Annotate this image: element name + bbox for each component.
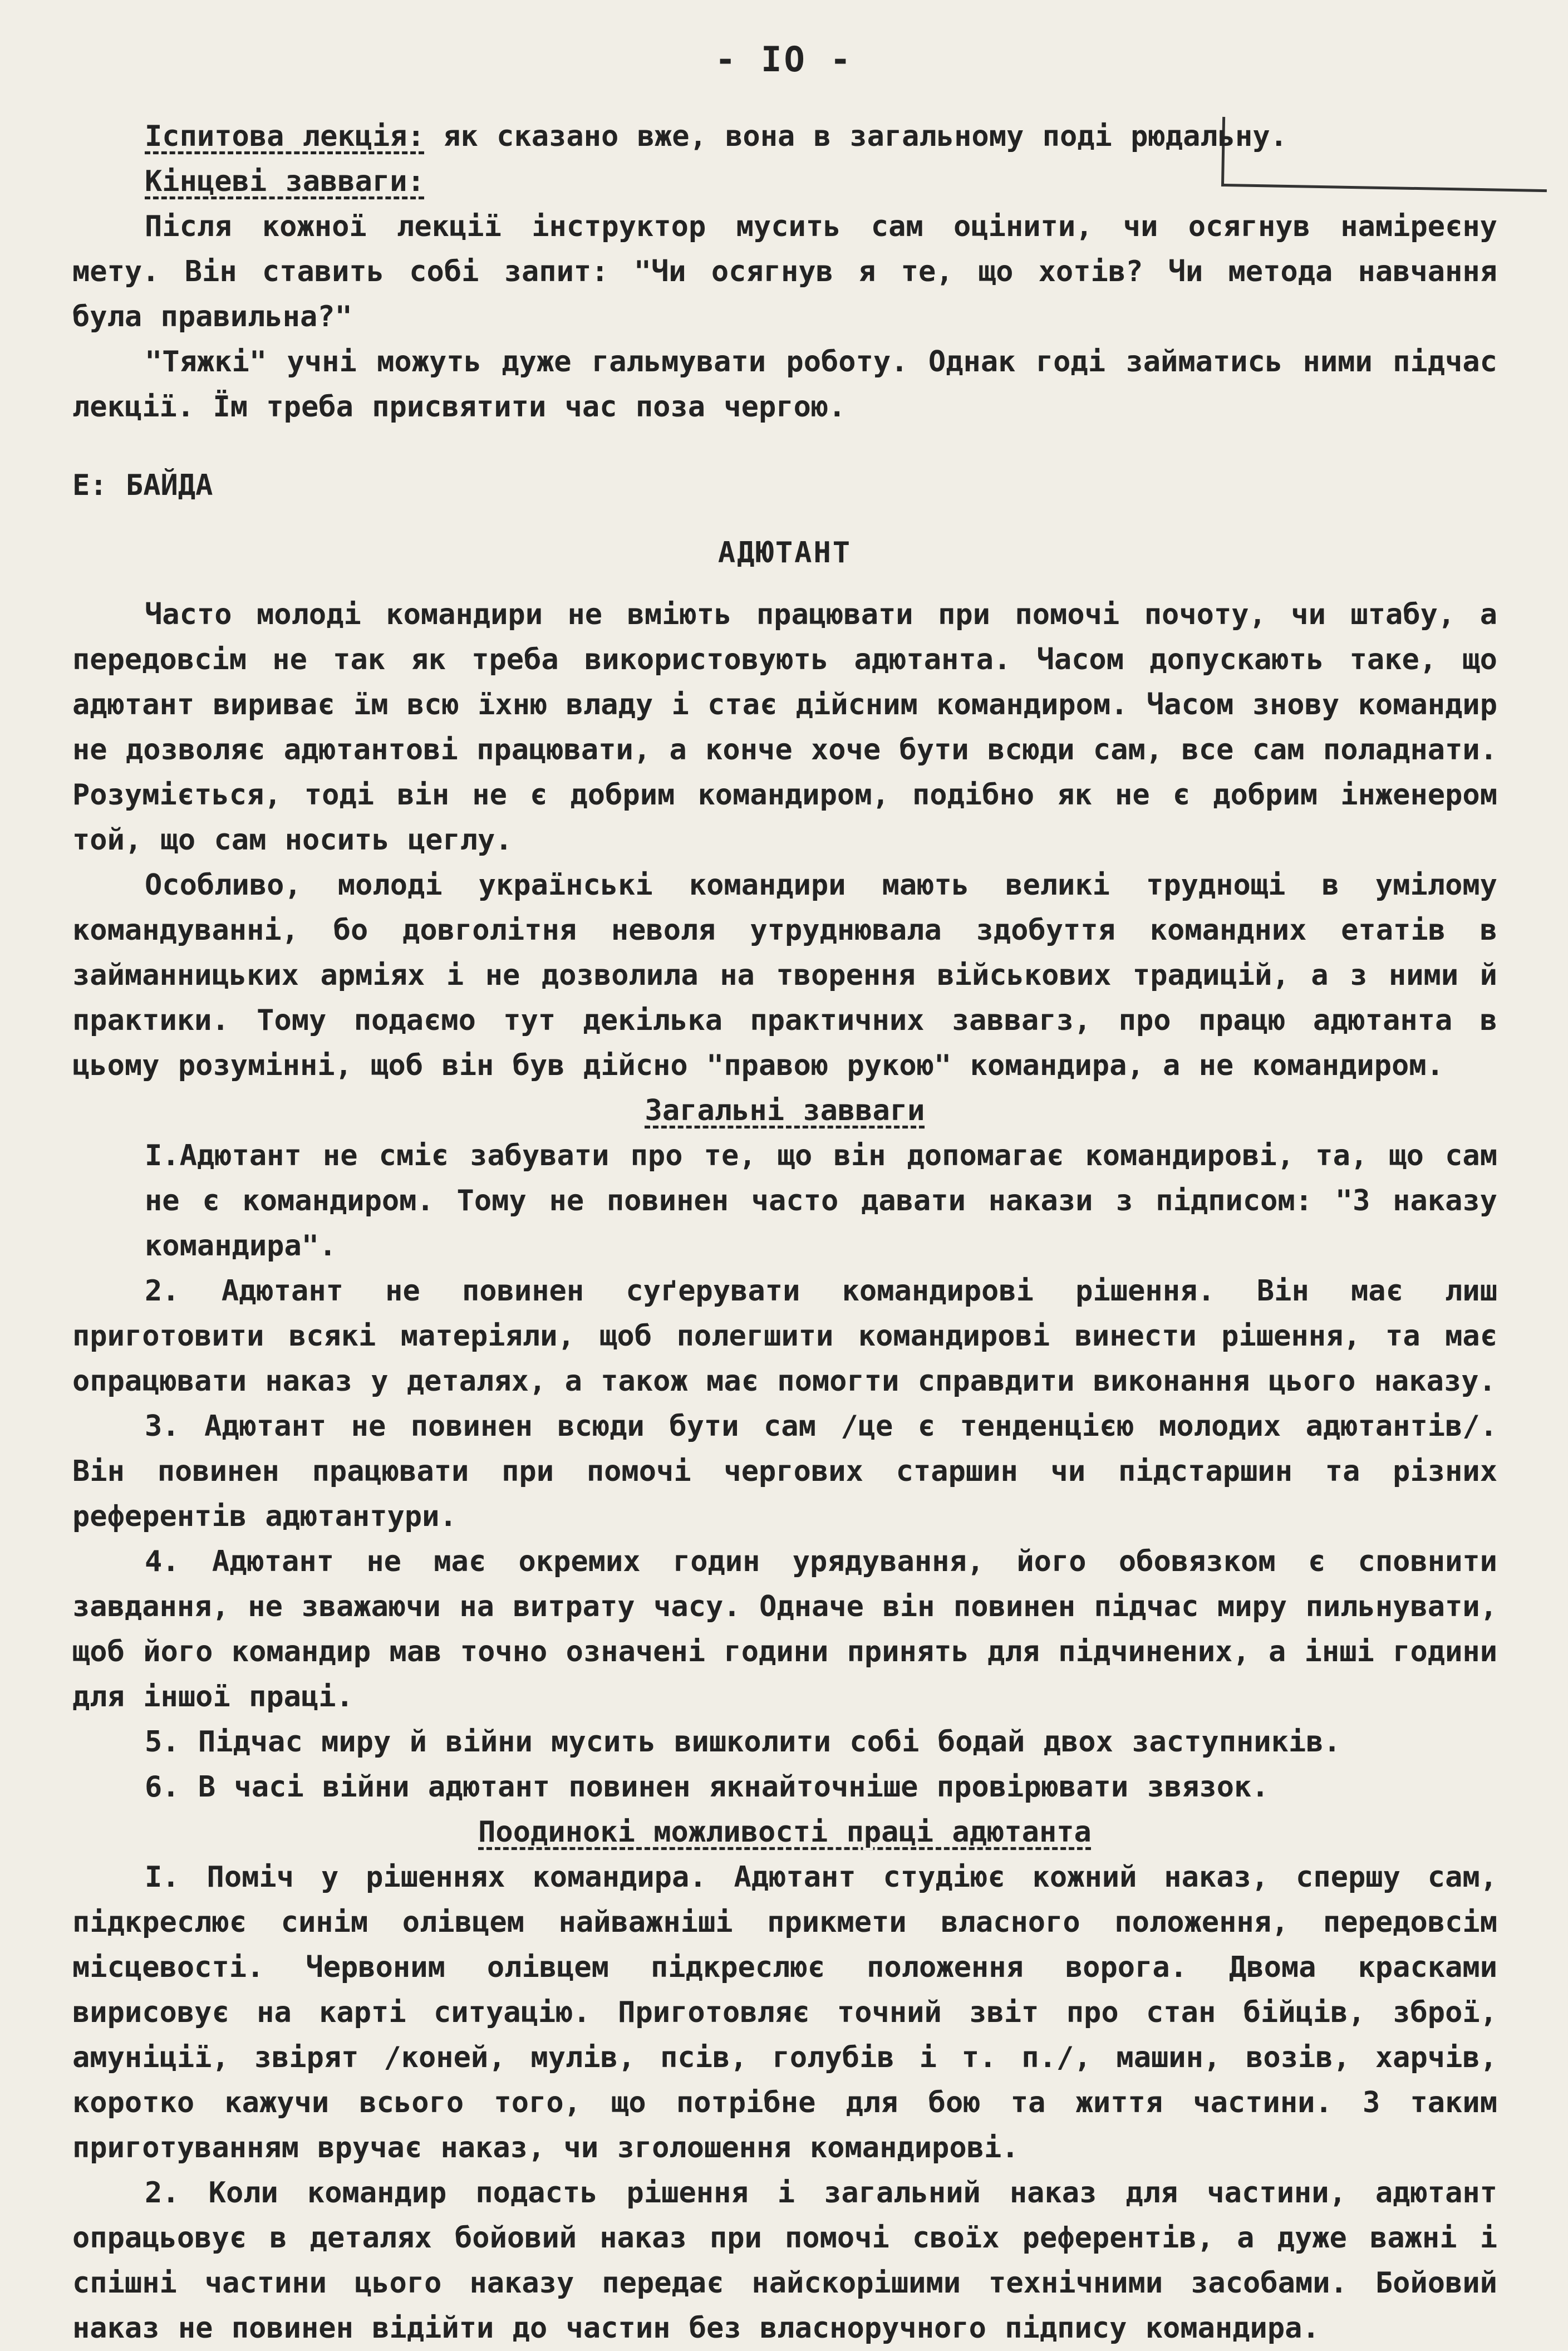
article-title: АДЮТАНТ	[717, 536, 852, 570]
general-remarks-heading: Загальні завваги	[645, 1094, 925, 1127]
general-item-2: 2. Адютант не повинен суґерувати командирові рішення. Він має лиш приготовити всякі матеріяли, щоб полегшити командирові винести рішення, та має опрацювати наказ у деталях, а також має помогти справдити виконання цього наказу.	[72, 1274, 1497, 1398]
specific-item-2: 2. Коли командир подасть рішення і загальний наказ для частини, адютант опрацьовує в деталях бойовий наказ при помочі своїх референтів, а дуже важні і спішні частини цього наказу передає найскорішими технічними засобами. Бойовий наказ не повинен відійти до частин без власноручного підпису командира.	[72, 2176, 1497, 2345]
final-remarks-heading: Кінцеві завваги:	[145, 165, 425, 198]
specific-item-1: I. Поміч у рішеннях командира. Адютант студіює кожний наказ, спершу сам, підкреслює синім олівцем найважніші прикмети власного положення, передовсім місцевості. Червоним олівцем підкреслює положення ворога. Двома красками вирисовує на карті ситуацію. Приготовляє точний звіт про стан бійців, зброї, амуніції, звірят /коней, мулів, псів, голубів і т. п./, машин, возів, харчів, коротко кажучи всього того, що потрібне для бою та життя частини. З таким приготуванням вручає наказ, чи зголошення командирові.	[72, 1861, 1497, 2165]
general-item-4: 4. Адютант не має окремих годин урядування, його обовязком є сповнити завдання, не зважаючи на витрату часу. Одначе він повинен підчас миру пильнувати, щоб його командир мав точно означені години принять для підчинених, а інші години для іншої праці.	[72, 1545, 1497, 1714]
test-lecture-text: як сказано вже, вона в загальному поді рюдальну.	[424, 120, 1287, 153]
paragraph-difficult-students: "Тяжкі" учні можуть дуже гальмувати роботу. Однак годі займатись ними підчас лекції. Їм треба присвятити час поза чергою.	[72, 345, 1497, 424]
intro-paragraph-2: Особливо, молоді українські командири мають великі труднощі в умілому командуванні, бо довголітня неволя утруднювала здобуття командних етатів в займанницьких арміях і не дозволила на творення військових традицій, а з ними й практики. Тому подаємо тут декілька практичних заввагз, про працю адютанта в цьому розумінні, щоб він був дійсно "правою рукою" командира, а не командиром.	[72, 868, 1497, 1082]
specific-possibilities-heading: Поодинокі можливості праці адютанта	[478, 1815, 1092, 1849]
intro-paragraph-1: Часто молоді командири не вміють працювати при помочі почоту, чи штабу, а передовсім не так як треба використовують адютанта. Часом допускають таке, що адютант вириває їм всю їхню владу і стає дійсним командиром. Часом знову командир не дозволяє адютантові працювати, а конче хоче бути всюди сам, все сам поладнати. Розуміється, тоді він не є добрим командиром, подібно як не є добрим інженером той, що сам носить цеглу.	[72, 598, 1497, 857]
paragraph-test-lecture	[72, 114, 1497, 159]
general-item-1: I.Адютант не сміє забувати про те, що він допомагає командирові, та, що сам не є командиром. Тому не повинен часто давати накази з підписом: "З наказу командира".	[145, 1139, 1497, 1263]
test-lecture-label: Іспитова лекція:	[145, 120, 425, 153]
general-item-6: 6. В часі війни адютант повинен якнайточніше провірювати звязок.	[145, 1770, 1269, 1804]
page-number: - IO -	[715, 39, 853, 80]
paragraph-instructor-evaluation: Після кожної лекції інструктор мусить сам оцінити, чи осягнув наміреєну мету. Він ставить собі запит: "Чи осягнув я те, що хотів? Чи метода навчання була правильна?"	[72, 210, 1497, 333]
author-label: Е: БАЙДА	[72, 469, 213, 502]
document-body	[72, 114, 1497, 2351]
general-item-5: 5. Підчас миру й війни мусить вишколити собі бодай двох заступників.	[145, 1725, 1341, 1759]
general-item-3: 3. Адютант не повинен всюди бути сам /це є тенденцією молодих адютантів/. Він повинен працювати при помочі чергових старшин чи підстаршин та різних референтів адютантури.	[72, 1410, 1497, 1533]
